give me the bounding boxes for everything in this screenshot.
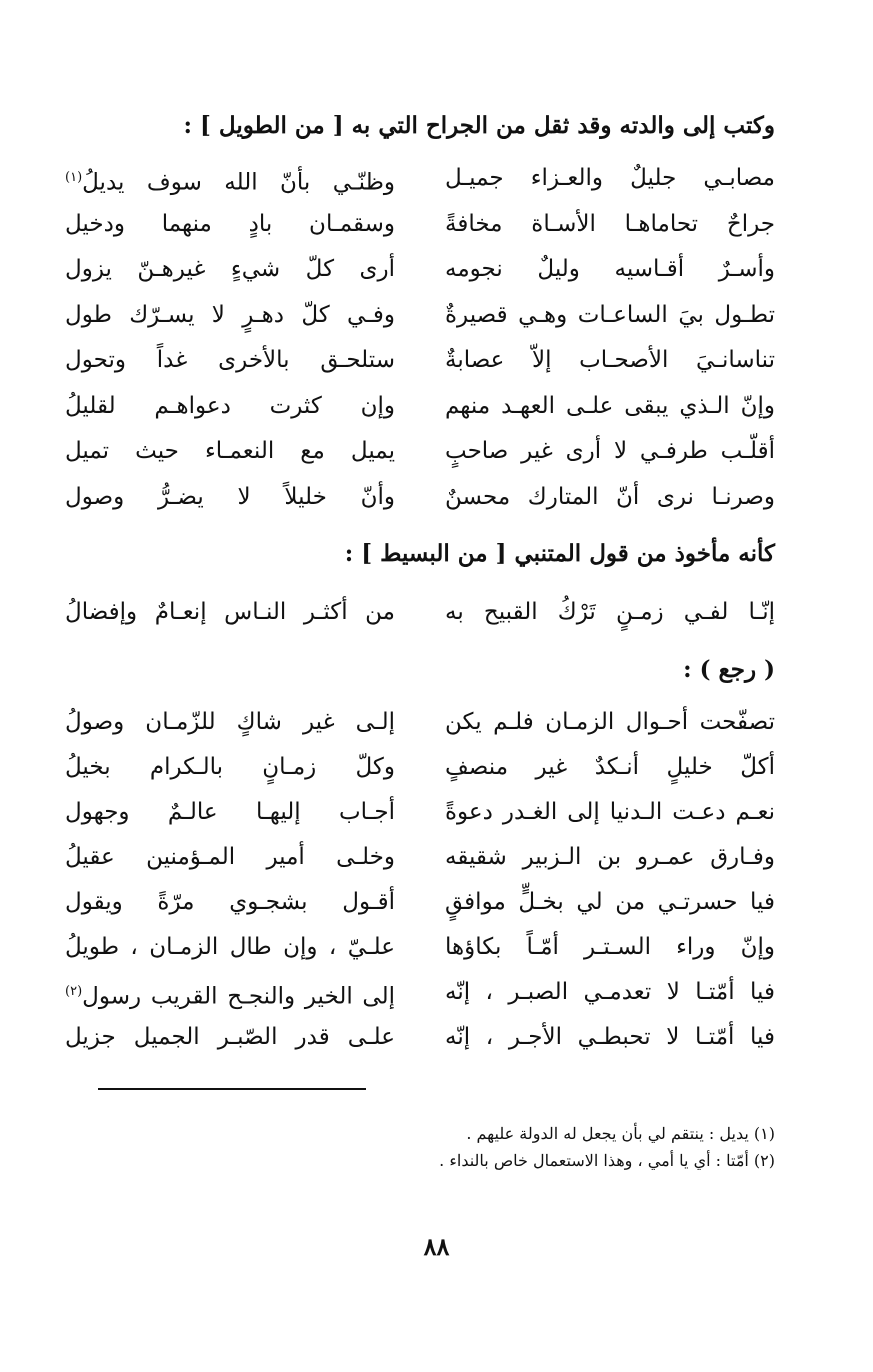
verse-row [65, 342, 775, 388]
verse-hemistich-first: تطـول بيَ الساعـات وهـي قصيرةٌ [445, 301, 775, 328]
poem-2 [65, 594, 775, 640]
verse-hemistich-first: تناسانـيَ الأصحـاب إلاّ عصابةٌ [445, 347, 775, 373]
verse-hemistich-second [65, 974, 395, 1015]
verse-hemistich-first: جراحٌ تحاماهـا الأسـاة مخافةً [445, 210, 775, 237]
footnote-ref: (٢) [65, 984, 83, 999]
verse-row [65, 929, 775, 974]
page-number: ٨٨ [423, 1232, 450, 1261]
footnote-divider [98, 1088, 366, 1090]
verse-hemistich-second: إلـى غير شاكٍ للزّمـان وصولُ [65, 709, 395, 735]
verse-hemistich-second: علـى قدر الصّبـر الجميل جزيل [65, 1024, 395, 1050]
verse-row [65, 594, 775, 640]
verse-hemistich-first: وإنّ وراء السـتـر أمّـاً بكاؤها [445, 934, 775, 960]
verse-row [65, 974, 775, 1019]
verse-hemistich-first: وفـارق عمـرو بن الـزبير شقيقه [445, 844, 775, 870]
verse-hemistich-second: علـيّ ، وإن طال الزمـان ، طويلُ [65, 934, 395, 960]
verse-hemistich-first: وصرنـا نرى أنّ المتارك محسنٌ [445, 483, 775, 510]
verse-hemistich-first: تصفّحت أحـوال الزمـان فلـم يكن [445, 709, 775, 735]
verse-text: إلى الخير والنجـح القريب رسول [82, 983, 395, 1010]
verse-hemistich-second: أرى كلّ شيءٍ غيرهـنّ يزول [65, 256, 395, 282]
verse-hemistich-second: أجـاب إليهـا عالـمٌ وجهول [65, 799, 395, 825]
verse-hemistich-first: فيا أمّتـا لا تحبطـي الأجـر ، إنّه [445, 1024, 775, 1050]
verse-row [65, 479, 775, 525]
verse-row [65, 251, 775, 297]
verse-hemistich-second: وإن كثرت دعواهـم لقليلُ [65, 392, 395, 419]
poem-1 [65, 160, 775, 524]
verse-hemistich-first: إنّـا لفـي زمـنٍ تَرْكُ القبيح به [445, 599, 775, 625]
verse-row [65, 1019, 775, 1064]
verse-text: وظنّـي بأنّ الله سوف يديلُ [82, 169, 395, 196]
verse-hemistich-second: وفـي كلّ دهـرٍ لا يسـرّك طول [65, 301, 395, 328]
verse-hemistich-second: وخلـى أمير المـؤمنين عقيلُ [65, 844, 395, 870]
verse-hemistich-second: من أكثـر النـاس إنعـامٌ وإفضالُ [65, 599, 395, 625]
verse-hemistich-first: وأسـرٌ أقـاسيه وليلٌ نجومه [445, 256, 775, 282]
verse-hemistich-first: فيا أمّتـا لا تعدمـي الصبـر ، إنّه [445, 979, 775, 1005]
verse-hemistich-first: أقلّـب طرفـي لا أرى غير صاحبٍ [445, 438, 775, 464]
verse-row [65, 297, 775, 343]
footnotes [439, 1120, 775, 1174]
verse-row [65, 749, 775, 794]
verse-row [65, 206, 775, 252]
verse-hemistich-second: أقـول بشجـوي مرّةً ويقول [65, 889, 395, 915]
verse-row [65, 388, 775, 434]
verse-row [65, 794, 775, 839]
verse-hemistich-first: مصابـي جليلٌ والعـزاء جميـل [445, 165, 775, 191]
verse-hemistich-second [65, 160, 395, 201]
footnote-1: (١) يديل : ينتقم لي بأن يجعل له الدولة عليهم . [466, 1124, 775, 1143]
footnote-ref: (١) [65, 170, 83, 185]
intro-line-1: وكتب إلى والدته وقد ثقل من الجراح التي به [ من الطويل ] : [183, 112, 775, 139]
verse-row [65, 160, 775, 206]
verse-row [65, 884, 775, 929]
verse-hemistich-first: نعـم دعـت الـدنيا إلى الغـدر دعوةً [445, 799, 775, 825]
verse-hemistich-first: فيا حسرتـي من لي بخـلٍّ موافقٍ [445, 889, 775, 915]
verse-hemistich-first: وإنّ الـذي يبقى علـى العهـد منهم [445, 392, 775, 419]
verse-hemistich-second: وكلّ زمـانٍ بالـكرام بخيلُ [65, 754, 395, 780]
verse-hemistich-second: وسقمـان بادٍ منهما ودخيل [65, 210, 395, 237]
verse-row [65, 433, 775, 479]
verse-hemistich-second: ستلحـق بالأخرى غداً وتحول [65, 347, 395, 373]
intro-line-3: ( رجع ) : [683, 656, 775, 683]
intro-line-2: كأنه مأخوذ من قول المتنبي [ من البسيط ] : [344, 540, 775, 567]
verse-hemistich-second: وأنّ خليلاً لا يضـرُّ وصول [65, 483, 395, 510]
verse-hemistich-second: يميل مع النعمـاء حيث تميل [65, 438, 395, 464]
verse-row [65, 839, 775, 884]
footnote-2: (٢) أمّتا : أي يا أمي ، وهذا الاستعمال خاص بالنداء . [439, 1151, 775, 1170]
poem-3 [65, 704, 775, 1064]
verse-hemistich-first: أكلّ خليلٍ أنـكدٌ غير منصفٍ [445, 754, 775, 780]
verse-row [65, 704, 775, 749]
